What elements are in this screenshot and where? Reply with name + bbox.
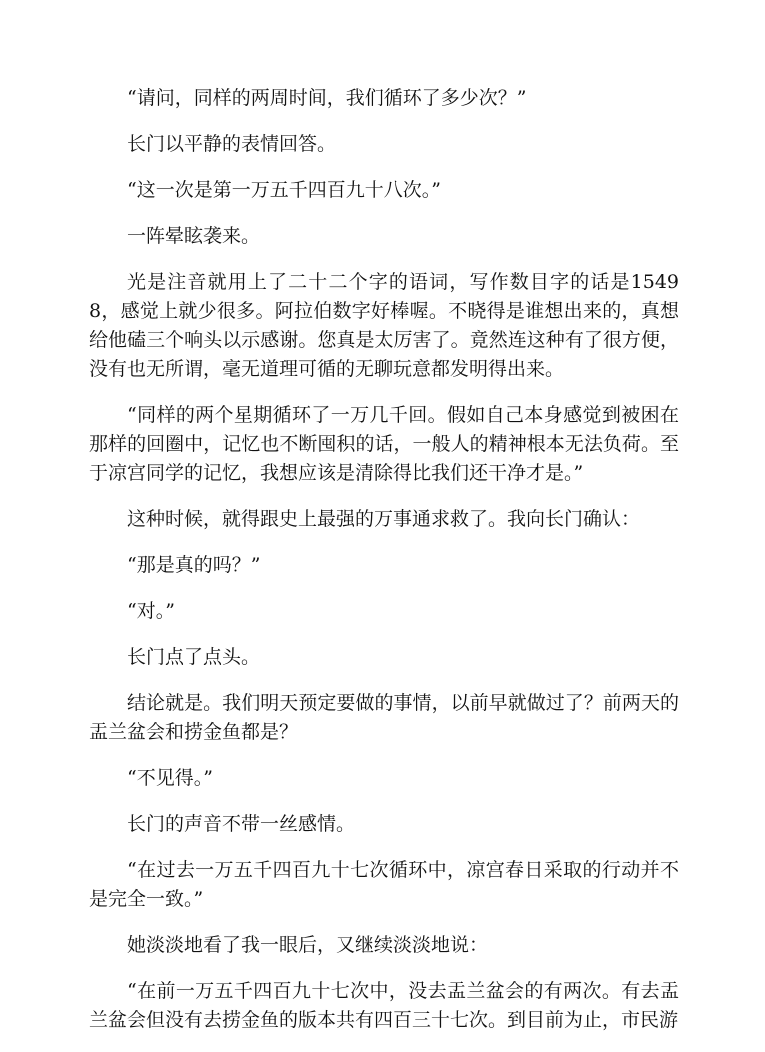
paragraph: “不见得。” <box>127 767 213 789</box>
paragraph: “对。” <box>127 600 175 622</box>
paragraph: “这一次是第一万五千四百九十八次。” <box>127 179 441 201</box>
paragraph: 一阵晕眩袭来。 <box>127 225 261 247</box>
paragraph: 这种时候，就得跟史上最强的万事通求救了。我向长门确认： <box>127 508 641 530</box>
paragraph: 结论就是。我们明天预定要做的事情，以前早就做过了？前两天的盂兰盆会和捞金鱼都是？ <box>89 692 679 743</box>
paragraph: 长门点了点头。 <box>127 646 261 668</box>
paragraph: “在前一万五千四百九十七次中，没去盂兰盆会的有两次。有去盂兰盆会但没有去捞金鱼的版本共有四百三十七次。到目前为止，市民游 <box>89 980 679 1031</box>
paragraph: 长门以平静的表情回答。 <box>127 133 337 155</box>
body-text <box>89 84 679 1052</box>
paragraph: 长门的声音不带一丝感情。 <box>127 813 356 835</box>
paragraph: 光是注音就用上了二十二个字的语词，写作数目字的话是15498，感觉上就少很多。阿拉伯数字好棒喔。不晓得是谁想出来的，真想给他磕三个响头以示感谢。您真是太厉害了。竟然连这种有了很方便，没有也无所谓，毫无道理可循的无聊玩意都发明得出来。 <box>89 271 679 380</box>
paragraph: “那是真的吗？” <box>127 554 261 576</box>
paragraph: “同样的两个星期循环了一万几千回。假如自己本身感觉到被困在那样的回圈中，记忆也不断囤积的话，一般人的精神根本无法负荷。至于凉宫同学的记忆，我想应该是清除得比我们还干净才是。” <box>89 404 679 484</box>
paragraph: 她淡淡地看了我一眼后，又继续淡淡地说： <box>127 934 489 956</box>
paragraph: “请问，同样的两周时间，我们循环了多少次？” <box>127 87 527 109</box>
paragraph: “在过去一万五千四百九十七次循环中，凉宫春日采取的行动并不是完全一致。” <box>89 859 679 910</box>
